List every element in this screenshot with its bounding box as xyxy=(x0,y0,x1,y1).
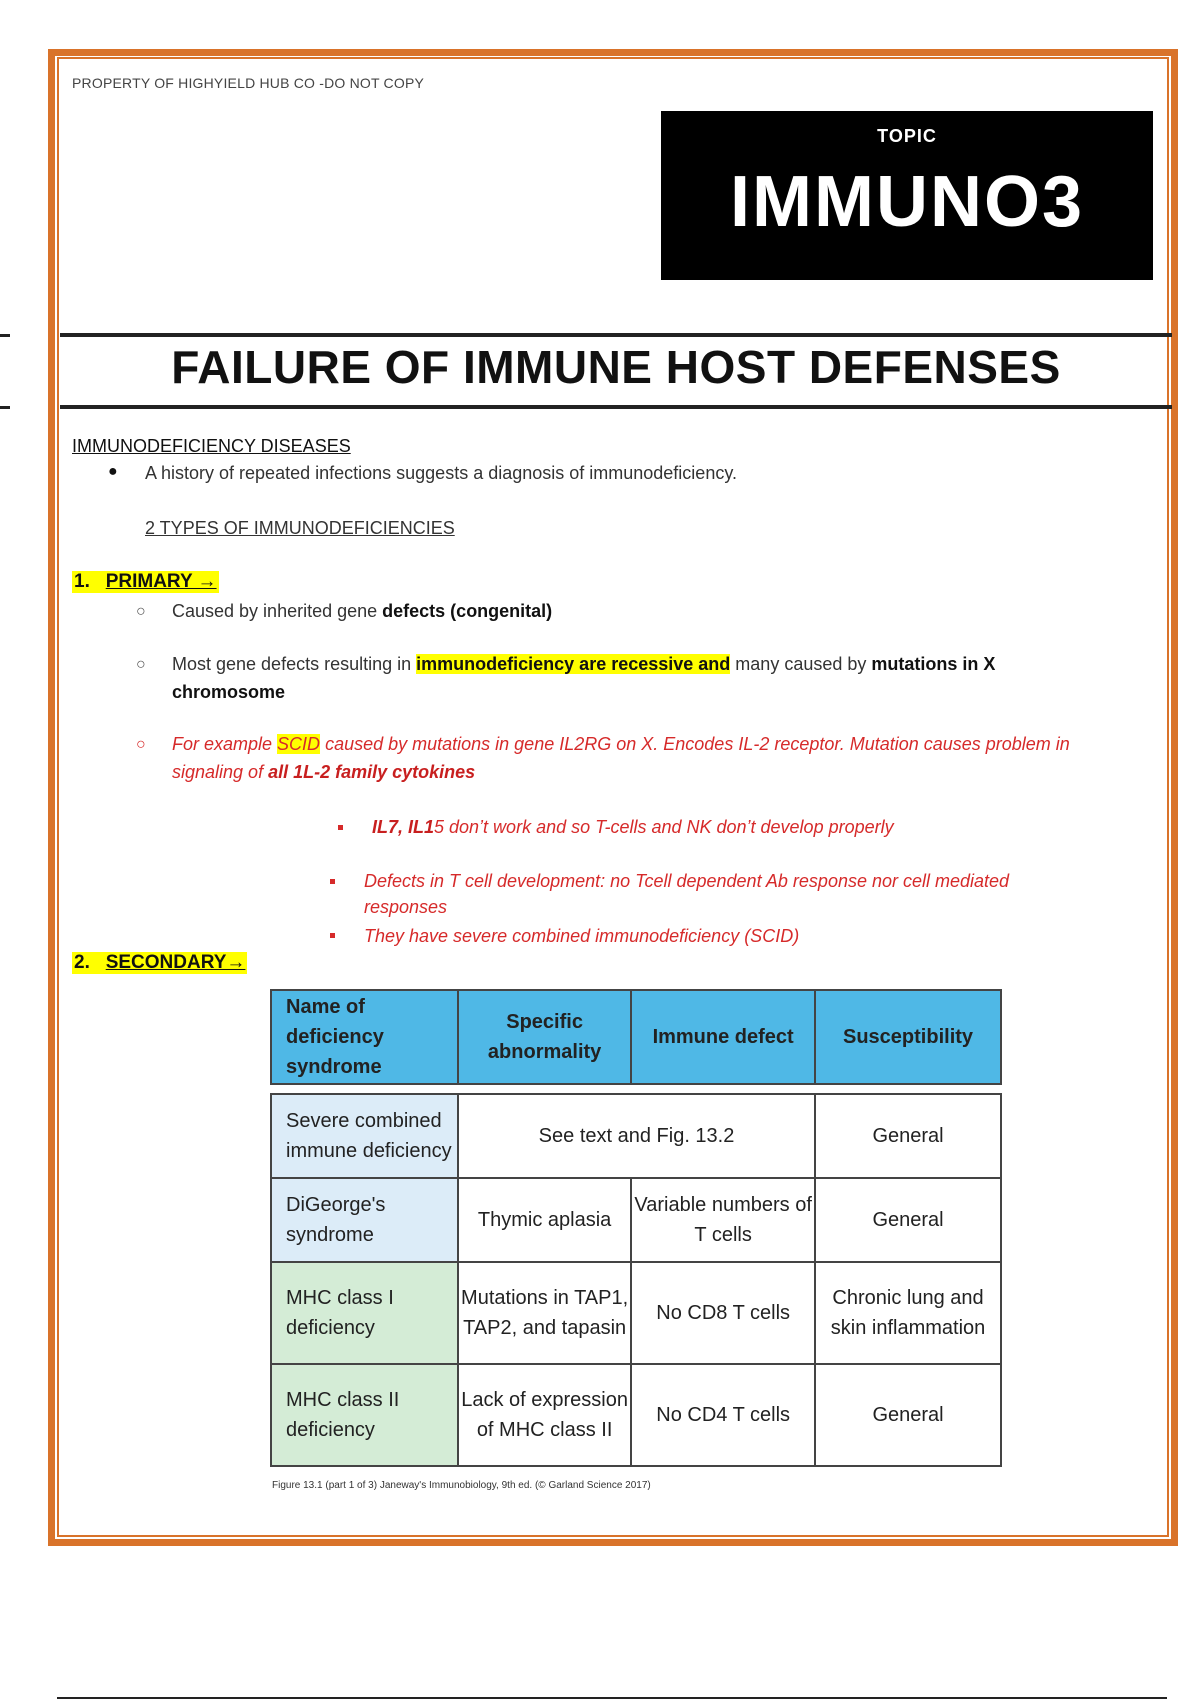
text-run-red: caused by mutations in gene IL2RG on X. Encodes IL-2 receptor. Mutation causes problem in xyxy=(320,734,1070,754)
primary-sub-2 xyxy=(364,868,1009,920)
syndrome-cell: MHC class II deficiency xyxy=(271,1364,458,1466)
table-spacer xyxy=(271,1084,1001,1094)
title-rule-top xyxy=(60,333,1172,337)
left-margin-mark xyxy=(0,334,10,337)
table-header-row xyxy=(271,990,1001,1084)
secondary-label: SECONDARY→ xyxy=(105,952,246,973)
secondary-number: 2. xyxy=(74,952,90,973)
primary-sub-3 xyxy=(364,922,799,950)
syndrome-cell: Severe combined immune deficiency xyxy=(271,1094,458,1178)
primary-heading xyxy=(72,571,219,593)
text-run-red: Defects in T cell development: no Tcell dependent Ab response nor cell mediated xyxy=(364,871,1010,891)
column-header: Specific abnormality xyxy=(458,990,631,1084)
susceptibility-cell: General xyxy=(815,1178,1001,1262)
left-margin-mark xyxy=(0,406,10,409)
primary-item-1 xyxy=(172,597,552,625)
topic-box xyxy=(661,111,1153,280)
circle-bullet: ○ xyxy=(136,656,146,673)
topic-title: IMMUNO3 xyxy=(730,162,1084,242)
square-bullet xyxy=(330,933,335,938)
bullet-dot: ● xyxy=(108,463,118,480)
types-heading: 2 TYPES OF IMMUNODEFICIENCIES xyxy=(145,518,455,538)
text-run-bold: mutations in X xyxy=(871,654,996,674)
syndrome-cell: DiGeorge's syndrome xyxy=(271,1178,458,1262)
defect-cell: Variable numbers of T cells xyxy=(631,1178,815,1262)
text-run-red: They have severe combined immunodeficiency (SCID) xyxy=(364,926,800,946)
susceptibility-cell: Chronic lung and skin inflammation xyxy=(815,1262,1001,1364)
text-run-red: 5 don’t work and so T-cells and NK don’t develop properly xyxy=(434,817,894,837)
merged-cell: See text and Fig. 13.2 xyxy=(458,1094,815,1178)
primary-sub-1 xyxy=(372,813,894,841)
primary-item-3 xyxy=(172,730,1162,786)
property-notice: PROPERTY OF HIGHYIELD HUB CO -DO NOT COPY xyxy=(72,75,425,91)
page-bottom-rule xyxy=(57,1697,1167,1699)
text-run: Caused by inherited gene xyxy=(172,601,383,621)
abnormality-cell: Thymic aplasia xyxy=(458,1178,631,1262)
abnormality-cell: Lack of expression of MHC class II xyxy=(458,1364,631,1466)
immunodeficiency-table xyxy=(270,989,1002,1467)
square-bullet xyxy=(330,879,335,884)
circle-bullet: ○ xyxy=(136,603,146,620)
text-run-red: For example xyxy=(172,734,278,754)
primary-item-2 xyxy=(172,650,1092,706)
topic-label: TOPIC xyxy=(877,126,937,146)
abnormality-cell: Mutations in TAP1, TAP2, and tapasin xyxy=(458,1262,631,1364)
syndrome-cell: MHC class I deficiency xyxy=(271,1262,458,1364)
secondary-heading xyxy=(72,952,247,974)
column-header: Immune defect xyxy=(631,990,815,1084)
text-run-red-bold: all 1L-2 family cytokines xyxy=(268,762,476,782)
susceptibility-cell: General xyxy=(815,1094,1001,1178)
text-run-red: signaling of xyxy=(172,762,269,782)
page-title: FAILURE OF IMMUNE HOST DEFENSES xyxy=(171,341,1061,393)
table-row xyxy=(271,1364,1001,1466)
text-run-red: responses xyxy=(364,897,448,917)
text-run: Most gene defects resulting in xyxy=(172,654,417,674)
defect-cell: No CD8 T cells xyxy=(631,1262,815,1364)
text-run: many caused by xyxy=(730,654,872,674)
section-heading: IMMUNODEFICIENCY DISEASES xyxy=(72,436,351,456)
primary-number: 1. xyxy=(74,571,90,592)
defect-cell: No CD4 T cells xyxy=(631,1364,815,1466)
column-header: Susceptibility xyxy=(815,990,1001,1084)
text-run-highlight: immunodeficiency are recessive and xyxy=(416,654,731,674)
text-run-bold: defects (congenital) xyxy=(382,601,553,621)
table-row xyxy=(271,1094,1001,1178)
figure-caption: Figure 13.1 (part 1 of 3) Janeway's Immunobiology, 9th ed. (© Garland Science 2017) xyxy=(272,1480,651,1491)
column-header: Name of deficiency syndrome xyxy=(271,990,458,1084)
text-run-bold: chromosome xyxy=(172,682,286,702)
circle-bullet: ○ xyxy=(136,736,146,753)
intro-bullet-text: A history of repeated infections suggests a diagnosis of immunodeficiency. xyxy=(145,463,737,483)
square-bullet xyxy=(338,825,343,830)
table-row xyxy=(271,1178,1001,1262)
text-run-red-bold: IL7, IL1 xyxy=(372,817,435,837)
text-run-highlight: SCID xyxy=(277,734,321,754)
susceptibility-cell: General xyxy=(815,1364,1001,1466)
table-row xyxy=(271,1262,1001,1364)
title-rule-bottom xyxy=(60,405,1172,409)
primary-label: PRIMARY → xyxy=(105,571,217,592)
